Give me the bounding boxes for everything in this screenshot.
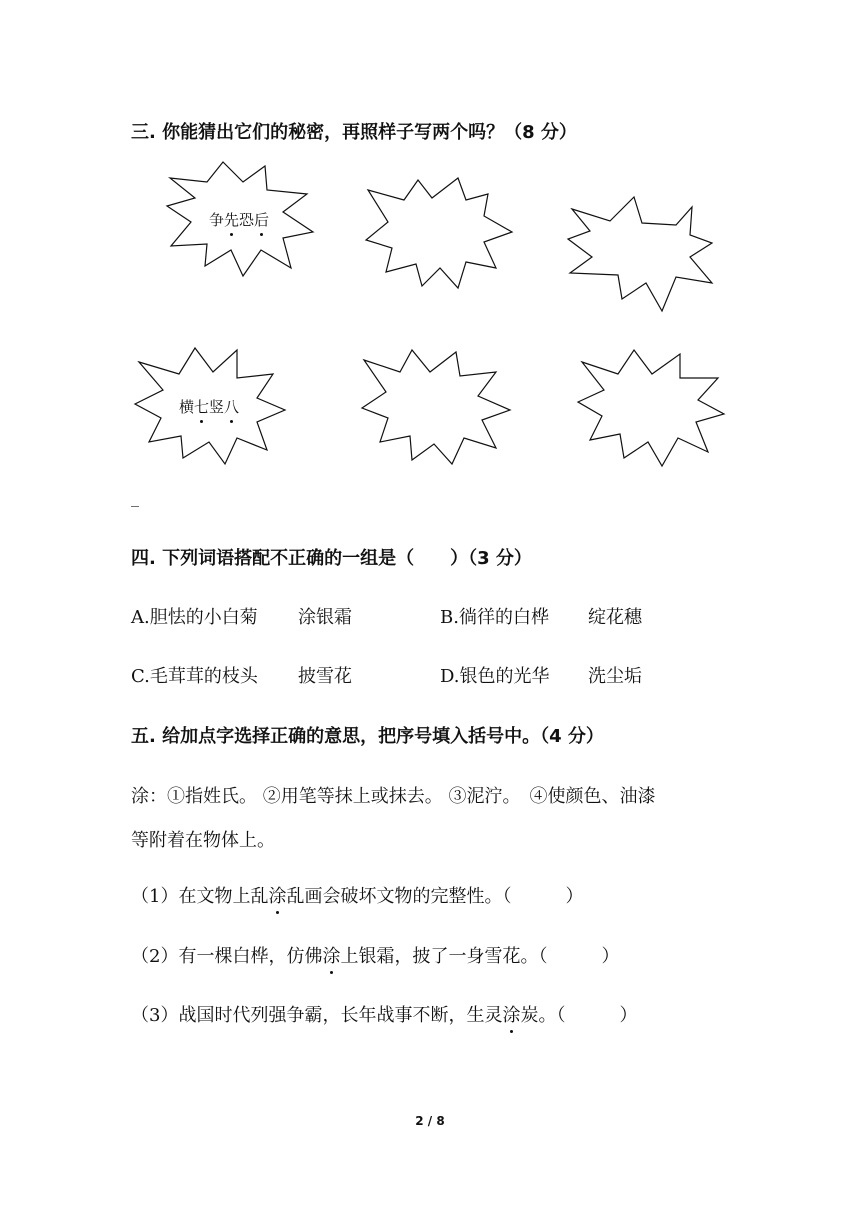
dotted-char: 涂 (502, 1001, 520, 1027)
question-1: （1）在文物上乱涂乱画会破坏文物的完整性。（ ） (131, 882, 583, 908)
starburst-example-1 (165, 160, 315, 278)
question-2: （2）有一棵白桦，仿佛涂上银霜，披了一身雪花。（ ） (131, 942, 619, 968)
option-c-word: 披雪花 (298, 666, 352, 687)
char-4-dotted: 后 (254, 211, 270, 229)
starburst-blank-5 (360, 348, 512, 466)
option-d-word: 洗尘垢 (588, 666, 642, 687)
char-4-dotted: 八 (224, 398, 240, 416)
definition-line-2: 等附着在物体上。 (131, 830, 275, 851)
starburst-blank-6 (576, 348, 726, 468)
char-2-dotted: 先 (224, 211, 240, 229)
starburst-blank-3 (566, 195, 716, 313)
option-a-word: 涂银霜 (298, 607, 352, 628)
char-3: 恐 (239, 211, 255, 229)
dotted-char: 涂 (268, 882, 286, 908)
option-a-phrase: A.胆怯的小白菊 (131, 607, 258, 628)
dotted-char: 涂 (322, 942, 340, 968)
section-4-title: 四. 下列词语搭配不正确的一组是（ ）（3 分） (131, 548, 532, 569)
option-b-phrase: B.徜徉的白桦 (440, 607, 549, 628)
char-2-dotted: 七 (194, 398, 210, 416)
option-b-word: 绽花穗 (588, 607, 642, 628)
section-5-title: 五. 给加点字选择正确的意思，把序号填入括号中。（4 分） (131, 726, 604, 747)
question-3: （3）战国时代列强争霸，长年战事不断，生灵涂炭。（ ） (131, 1001, 637, 1027)
stray-dash: _ (131, 488, 139, 507)
starburst-blank-2 (362, 176, 514, 292)
option-c-phrase: C.毛茸茸的枝头 (131, 666, 258, 687)
char-3: 竖 (209, 398, 225, 416)
definition-line-1: 涂：①指姓氏。 ②用笔等抹上或抹去。 ③泥泞。 ④使颜色、油漆 (131, 786, 656, 807)
char-1: 争 (209, 211, 225, 229)
section-3-title: 三. 你能猜出它们的秘密，再照样子写两个吗？（8 分） (131, 122, 577, 143)
char-1: 横 (179, 398, 195, 416)
example-2-label (179, 396, 239, 417)
example-1-label (209, 209, 269, 230)
option-d-phrase: D.银色的光华 (440, 666, 550, 687)
page-number: 2 / 8 (415, 1114, 445, 1128)
starburst-example-2 (133, 346, 287, 466)
